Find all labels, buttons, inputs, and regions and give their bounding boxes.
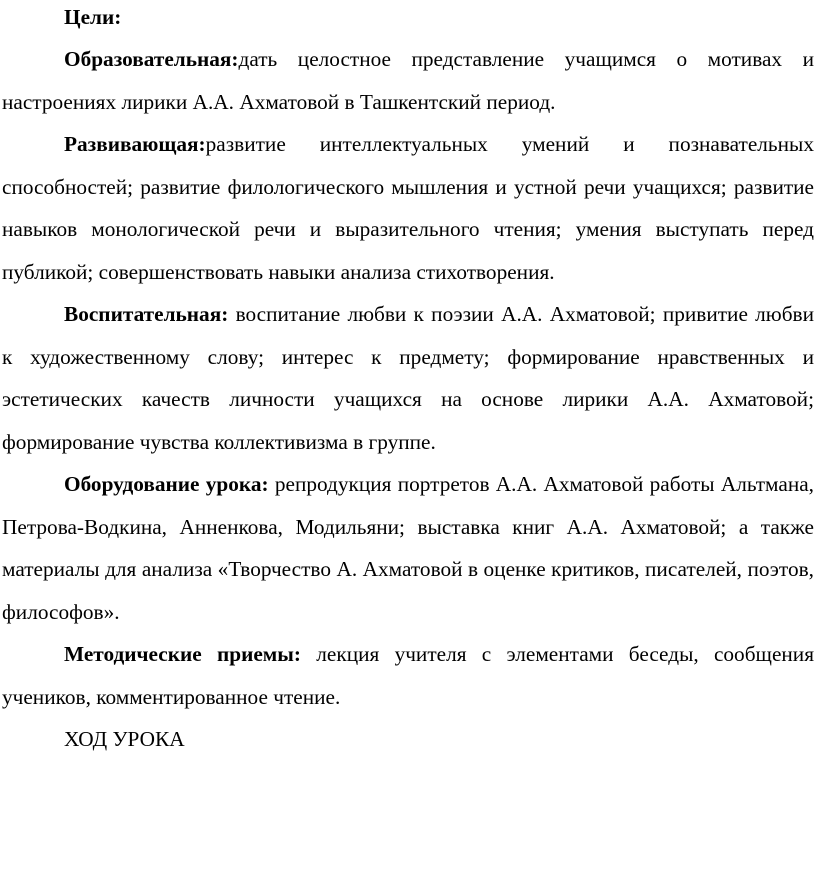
paragraph-text: воспитание любви к поэзии А.А. Ахматовой; привитие любви к художественному слову; интерес к предмету; формирование нравственных и эстетических качеств личности учащихся на основе лирики А.А. Ахматовой; формирование чувства коллективизма в группе.: [2, 302, 814, 454]
paragraph-text: развитие интеллектуальных умений и познавательных способностей; развитие филологического мышления и устной речи учащихся; развитие навыков монологической речи и выразительного чтения; умения выступать перед публикой; совершенствовать навыки анализа стихотворения.: [2, 132, 814, 284]
goals-heading: Цели:: [64, 5, 122, 29]
paragraph-label: Образовательная:: [64, 47, 239, 71]
paragraph-developing: [2, 123, 814, 293]
paragraph-upbringing: [2, 293, 814, 463]
paragraph-text: лекция учителя с элементами беседы, сообщения учеников, комментированное чтение.: [2, 642, 814, 709]
paragraph-methods: [2, 633, 814, 718]
paragraph-educational: [2, 38, 814, 123]
paragraph-label: Воспитательная:: [64, 302, 229, 326]
paragraph-label: Оборудование урока:: [64, 472, 269, 496]
paragraph-equipment: [2, 463, 814, 633]
lesson-progress-heading: ХОД УРОКА: [64, 727, 185, 751]
paragraph-text: дать целостное представление учащимся о мотивах и настроениях лирики А.А. Ахматовой в Ташкентский период.: [2, 47, 814, 114]
paragraph-label: Методические приемы:: [64, 642, 302, 666]
paragraph-label: Развивающая:: [64, 132, 206, 156]
paragraph-text: репродукция портретов А.А. Ахматовой работы Альтмана, Петрова-Водкина, Анненкова, Модильяни; выставка книг А.А. Ахматовой; а также материалы для анализа «Творчество А. Ахматовой в оценке критиков, писателей, поэтов, философов».: [2, 472, 814, 624]
